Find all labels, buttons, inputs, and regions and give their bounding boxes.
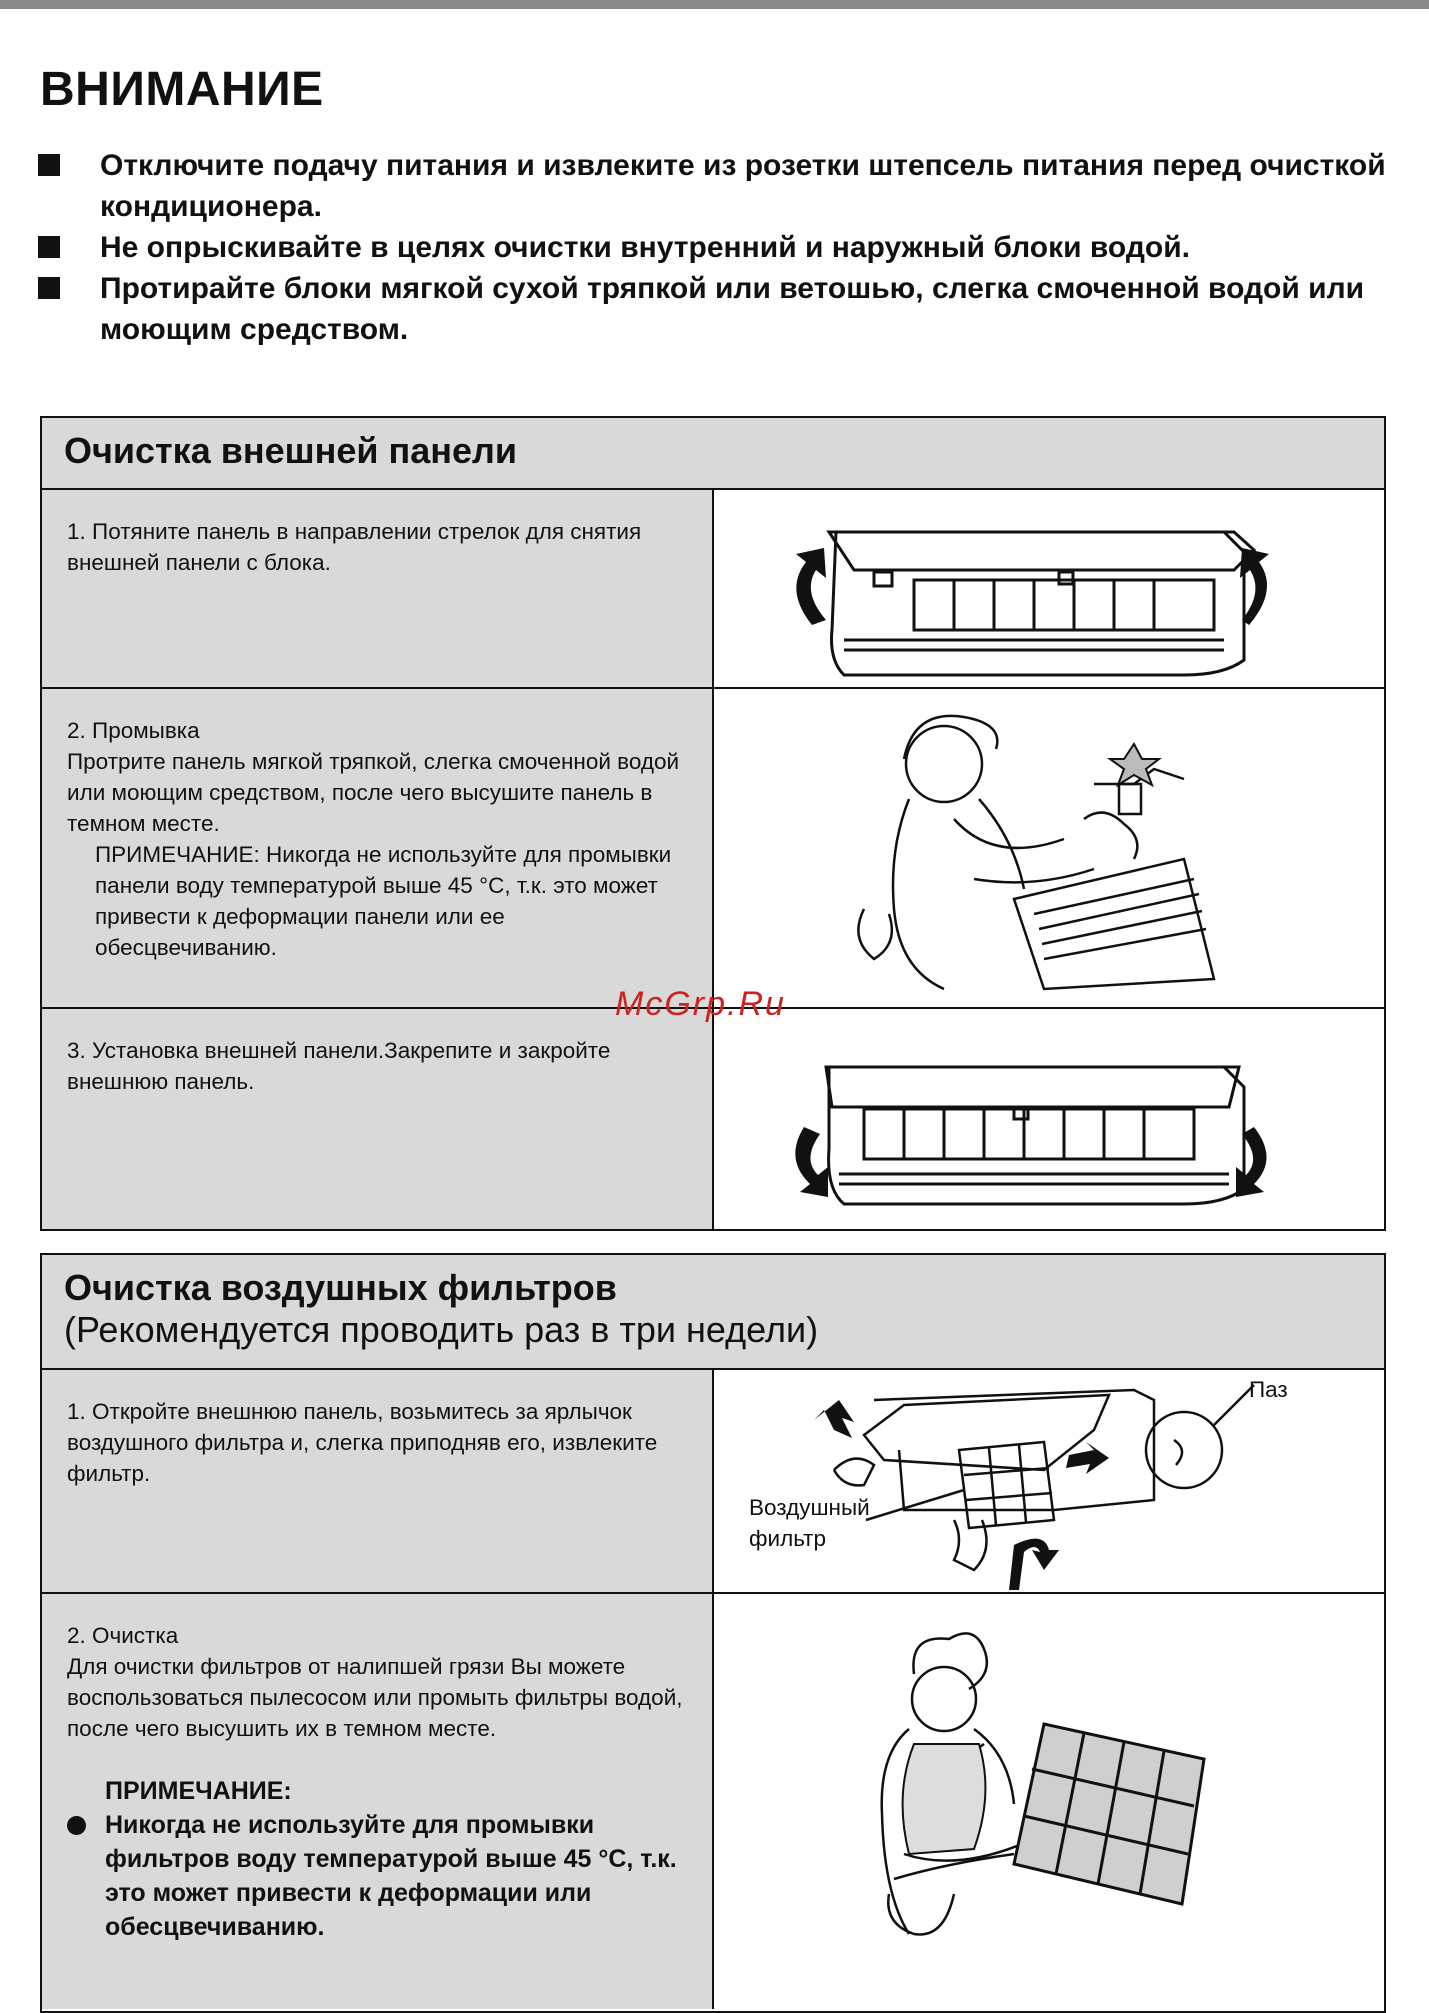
step-row bbox=[42, 1370, 1384, 1594]
step-1-text: 1. Откройте внешнюю панель, возьмитесь за ярлычок воздушного фильтра и, слегка приподняв его, извлеките фильтр. bbox=[67, 1399, 658, 1486]
person-holding-filter-icon bbox=[714, 1594, 1384, 2007]
panel-cleaning-section bbox=[40, 416, 1386, 1231]
step-3-text: 3. Установка внешней панели.Закрепите и закройте внешнюю панель. bbox=[67, 1038, 611, 1094]
note-title: ПРИМЕЧАНИЕ: bbox=[105, 1777, 292, 1805]
person-washing-panel-icon bbox=[714, 689, 1384, 1007]
warning-item: Не опрыскивайте в целях очистки внутренний и наружный блоки водой. bbox=[38, 227, 1408, 268]
step-row bbox=[42, 490, 1384, 689]
section-header bbox=[42, 1255, 1384, 1370]
filter-label-line1: Воздушный bbox=[749, 1495, 870, 1520]
warning-title: ВНИМАНИЕ bbox=[40, 63, 324, 116]
section-header bbox=[42, 418, 1384, 490]
step-1-text: 1. Потяните панель в направлении стрелок для снятия внешней панели с блока. bbox=[67, 519, 642, 575]
install-panel-illustration bbox=[714, 1009, 1384, 1229]
section-subtitle: (Рекомендуется проводить раз в три недели) bbox=[64, 1309, 819, 1350]
ac-unit-closed-panel-icon bbox=[714, 1009, 1384, 1227]
filter-label-line2: фильтр bbox=[749, 1526, 826, 1551]
step-row bbox=[42, 1594, 1384, 2009]
filter-cleaning-section bbox=[40, 1253, 1386, 2013]
vacuum-filter-illustration bbox=[714, 1594, 1384, 2009]
square-bullet-icon bbox=[38, 277, 60, 299]
step-2-title: 2. Очистка bbox=[67, 1623, 179, 1648]
step-text bbox=[42, 1370, 714, 1592]
warning-item: Отключите подачу питания и извлеките из розетки штепсель питания перед очисткой кондиционера. bbox=[38, 145, 1408, 227]
note-text: Никогда не используйте для промывки фильтров воду температурой выше 45 °C, т.к. это может привести к деформации или обесцвечиванию. bbox=[67, 1808, 692, 1944]
filter-removal-icon bbox=[714, 1370, 1384, 1592]
step-row bbox=[42, 689, 1384, 1009]
step-text bbox=[42, 490, 714, 687]
step-row bbox=[42, 1009, 1384, 1229]
top-rule bbox=[0, 0, 1429, 9]
watermark: McGrp.Ru bbox=[615, 985, 786, 1023]
remove-panel-illustration bbox=[714, 490, 1384, 687]
washing-panel-illustration bbox=[714, 689, 1384, 1007]
section-title: Очистка внешней панели bbox=[64, 430, 518, 471]
section-title: Очистка воздушных фильтров bbox=[64, 1267, 617, 1308]
ac-unit-open-panel-icon bbox=[714, 490, 1384, 687]
step-2-title: 2. Промывка bbox=[67, 718, 200, 743]
step-text bbox=[42, 1594, 714, 2009]
groove-label: Паз bbox=[1249, 1377, 1288, 1402]
step-2-text: Протрите панель мягкой тряпкой, слегка смоченной водой или моющим средством, после чего высушите панель в темном месте. bbox=[67, 749, 680, 836]
bullet-dot-icon bbox=[67, 1816, 86, 1835]
step-text bbox=[42, 1009, 714, 1229]
remove-filter-illustration bbox=[714, 1370, 1384, 1592]
warning-list bbox=[38, 145, 1408, 350]
warning-item: Протирайте блоки мягкой сухой тряпкой или ветошью, слегка смоченной водой или моющим средством. bbox=[38, 268, 1408, 350]
step-2-note: ПРИМЕЧАНИЕ: Никогда не используйте для промывки панели воду температурой выше 45 °C, т.к. это может привести к деформации панели или ее обесцвечиванию. bbox=[95, 842, 672, 960]
step-text bbox=[42, 689, 714, 1007]
step-2-text: Для очистки фильтров от налипшей грязи Вы можете воспользоваться пылесосом или промыть фильтры водой, после чего высушить их в темном месте. bbox=[67, 1654, 683, 1741]
square-bullet-icon bbox=[38, 236, 60, 258]
square-bullet-icon bbox=[38, 154, 60, 176]
